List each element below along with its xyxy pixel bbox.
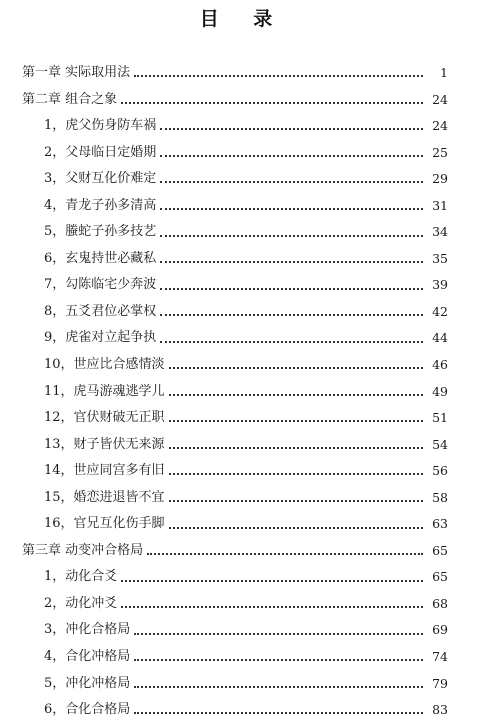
toc-section-entry[interactable]	[0, 166, 486, 193]
toc-dot-leader	[160, 208, 423, 210]
toc-dot-leader	[160, 314, 423, 316]
toc-section-entry[interactable]	[0, 671, 486, 698]
toc-section-entry[interactable]	[0, 193, 486, 220]
toc-chapter-entry[interactable]	[0, 60, 486, 87]
toc-section-entry[interactable]	[0, 644, 486, 671]
toc-page-number: 54	[432, 436, 448, 452]
toc-section-entry[interactable]	[0, 352, 486, 379]
toc-dot-leader	[169, 500, 423, 502]
toc-page-number: 49	[432, 383, 448, 399]
toc-entry-label: 3，父财互化价难定	[44, 171, 157, 187]
toc-page-number: 44	[432, 330, 448, 346]
toc-page-number: 83	[432, 702, 448, 718]
toc-chapter-entry[interactable]	[0, 538, 486, 565]
toc-page-number: 79	[432, 675, 448, 691]
toc-page-number: 1	[440, 65, 448, 80]
toc-section-entry[interactable]	[0, 564, 486, 591]
toc-dot-leader	[169, 527, 423, 529]
toc-entry-label: 8，五爻君位必掌权	[44, 303, 157, 319]
toc-page-number: 42	[432, 303, 448, 319]
toc-page-number: 63	[432, 516, 448, 532]
toc-section-entry[interactable]	[0, 379, 486, 406]
toc-section-entry[interactable]	[0, 405, 486, 432]
toc-dot-leader	[160, 155, 423, 157]
toc-section-entry[interactable]	[0, 246, 486, 273]
toc-section-entry[interactable]	[0, 617, 486, 644]
toc-page-number: 24	[432, 91, 448, 107]
toc-page-number: 74	[432, 649, 448, 665]
toc-section-entry[interactable]	[0, 511, 486, 538]
toc-entry-label: 16，官兄互化伤手脚	[44, 516, 165, 532]
toc-dot-leader	[169, 367, 423, 369]
toc-page-number: 58	[432, 489, 448, 505]
toc-dot-leader	[147, 553, 423, 555]
toc-dot-leader	[169, 473, 423, 475]
toc-entry-label: 4，青龙子孙多清高	[44, 197, 157, 213]
toc-entry-label: 第三章 动变冲合格局	[22, 542, 144, 558]
toc-page-number: 24	[432, 118, 448, 134]
toc-section-entry[interactable]	[0, 458, 486, 485]
toc-entry-label: 2，父母临日定婚期	[44, 144, 157, 160]
toc-page-number: 39	[432, 277, 448, 293]
toc-section-entry[interactable]	[0, 591, 486, 618]
toc-dot-leader	[160, 181, 423, 183]
toc-entry-label: 2，动化冲爻	[44, 595, 118, 611]
toc-entry-label: 14，世应同宫多有旧	[44, 463, 165, 479]
toc-dot-leader	[121, 580, 423, 582]
toc-dot-leader	[134, 712, 423, 714]
toc-page-number: 31	[432, 197, 448, 213]
toc-dot-leader	[121, 606, 423, 608]
toc-dot-leader	[134, 686, 423, 688]
toc-section-entry[interactable]	[0, 272, 486, 299]
toc-section-entry[interactable]	[0, 325, 486, 352]
toc-entry-label: 6，玄鬼持世必藏私	[44, 250, 157, 266]
toc-page-number: 65	[432, 569, 448, 585]
toc-section-entry[interactable]	[0, 697, 486, 724]
toc-page-number: 25	[432, 144, 448, 160]
toc-entry-label: 15，婚恋进退皆不宜	[44, 489, 165, 505]
toc-entry-label: 7，勾陈临宅少奔波	[44, 277, 157, 293]
toc-chapter-entry[interactable]	[0, 87, 486, 114]
toc-section-entry[interactable]	[0, 113, 486, 140]
toc-page-number: 46	[432, 357, 448, 373]
toc-entry-label: 13，财子皆伏无来源	[44, 436, 165, 452]
toc-entry-label: 12，官伏财破无正职	[44, 410, 165, 426]
toc-page-number: 35	[432, 250, 448, 266]
toc-dot-leader	[169, 447, 423, 449]
toc-section-entry[interactable]	[0, 299, 486, 326]
toc-page-number: 29	[432, 171, 448, 187]
toc-entry-label: 9，虎雀对立起争执	[44, 330, 157, 346]
toc-page-number: 56	[432, 463, 448, 479]
toc-entry-label: 3，冲化合格局	[44, 622, 131, 638]
toc-section-entry[interactable]	[0, 219, 486, 246]
toc-entry-label: 5，冲化冲格局	[44, 675, 131, 691]
toc-entry-label: 第一章 实际取用法	[22, 65, 131, 80]
toc-entry-label: 6，合化合格局	[44, 702, 131, 718]
toc-entry-label: 5，螣蛇子孙多技艺	[44, 224, 157, 240]
toc-entry-label: 10，世应比合感情淡	[44, 357, 165, 373]
toc-page-number: 34	[432, 224, 448, 240]
toc-dot-leader	[169, 420, 423, 422]
toc-entry-label: 1，动化合爻	[44, 569, 118, 585]
toc-entry-label: 1，虎父伤身防车祸	[44, 118, 157, 134]
toc-dot-leader	[134, 659, 423, 661]
page-title: 目 录	[199, 8, 287, 30]
table-of-contents	[0, 60, 486, 724]
toc-page-number: 65	[432, 542, 448, 558]
toc-page-number: 68	[432, 595, 448, 611]
toc-dot-leader	[160, 128, 423, 130]
toc-section-entry[interactable]	[0, 485, 486, 512]
toc-dot-leader	[134, 75, 423, 77]
toc-entry-label: 11，虎马游魂逃学儿	[44, 383, 165, 399]
toc-entry-label: 第二章 组合之象	[22, 91, 118, 107]
toc-entry-label: 4，合化冲格局	[44, 649, 131, 665]
toc-dot-leader	[160, 235, 423, 237]
toc-dot-leader	[169, 394, 423, 396]
toc-page-number: 51	[432, 410, 448, 426]
toc-section-entry[interactable]	[0, 432, 486, 459]
toc-dot-leader	[134, 633, 423, 635]
toc-dot-leader	[160, 341, 423, 343]
toc-dot-leader	[121, 102, 423, 104]
toc-dot-leader	[160, 288, 423, 290]
toc-page-number: 69	[432, 622, 448, 638]
toc-section-entry[interactable]	[0, 140, 486, 167]
toc-dot-leader	[160, 261, 423, 263]
